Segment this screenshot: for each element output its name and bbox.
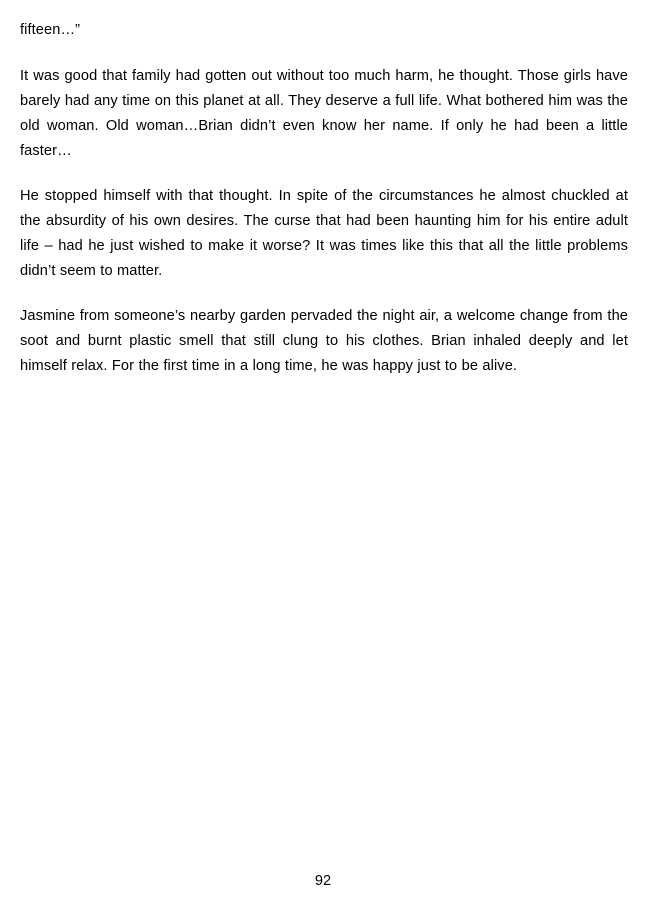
paragraph-3: Jasmine from someone’s nearby garden pervaded the night air, a welcome change from the soot and burnt plastic smell that still clung to his clothes. Brian inhaled deeply and let himself relax. For the first time in a long time, he was happy just to be alive. [20, 308, 628, 374]
paragraph-continuation: fifteen…” [20, 22, 81, 38]
page-body [20, 18, 628, 399]
page-number: 92 [314, 873, 332, 889]
paragraph-1: It was good that family had gotten out without too much harm, he thought. Those girls have barely had any time on this planet at all. They deserve a full life. What bothered him was the old woman. Old woman…Brian didn’t even know her name. If only he had been a little faster… [20, 68, 628, 159]
paragraph-2: He stopped himself with that thought. In spite of the circumstances he almost chuckled at the absurdity of his own desires. The curse that had been haunting him for his entire adult life – had he just wished to make it worse? It was times like this that all the little problems didn’t seem to matter. [20, 188, 628, 279]
